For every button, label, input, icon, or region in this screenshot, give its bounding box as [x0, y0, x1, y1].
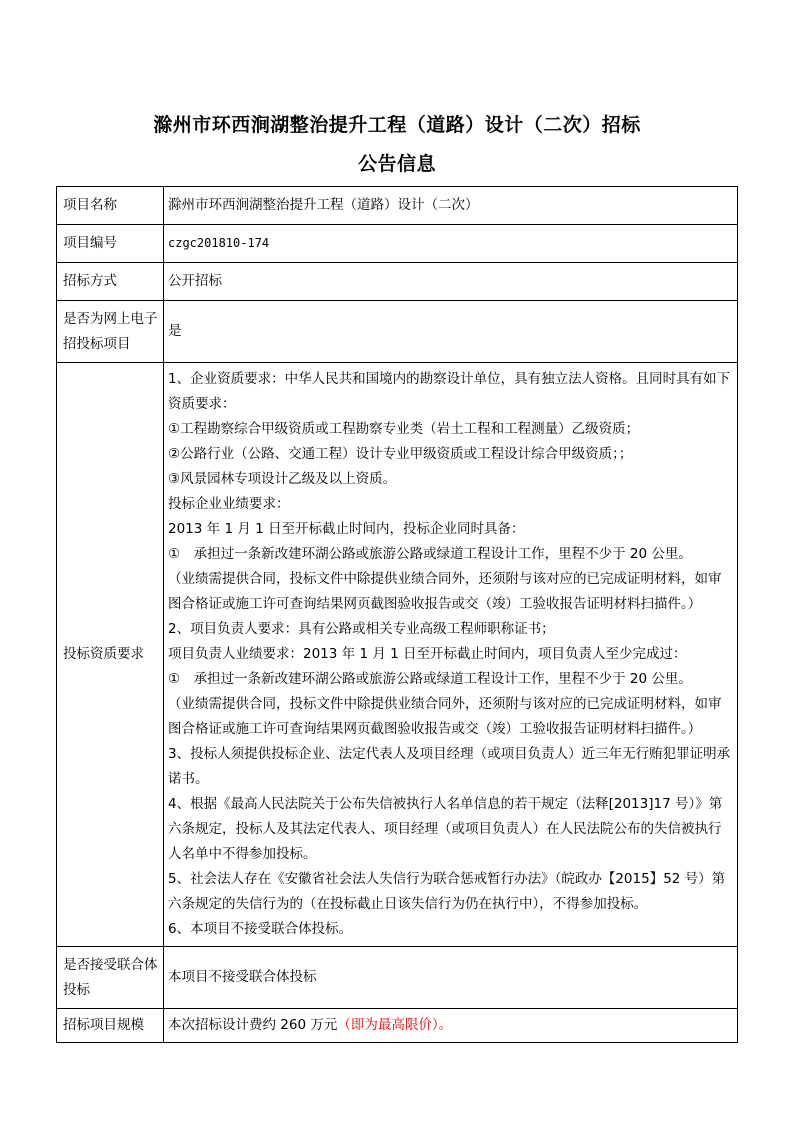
- requirement-paragraph: 4、根据《最高人民法院关于公布失信被执行人名单信息的若干规定（法释[2013]17 号）》第六条规定，投标人及其法定代表人、项目经理（或项目负责人）在人民法院公布的失信被执行人名单中不得参加投标。: [168, 796, 723, 862]
- scale-value: [164, 1009, 738, 1043]
- bid-method-label: 招标方式: [57, 263, 164, 301]
- requirement-paragraph: ① 承担过一条新改建环湖公路或旅游公路或绿道工程设计工作，里程不少于 20 公里。: [168, 546, 692, 562]
- table-row: [57, 301, 738, 363]
- online-bid-value: 是: [164, 301, 738, 363]
- requirement-paragraph: 3、投标人须提供投标企业、法定代表人及项目经理（或项目负责人）近三年无行贿犯罪证明承诺书。: [168, 746, 731, 787]
- qualification-label: 投标资质要求: [57, 363, 164, 947]
- bid-info-table: [56, 186, 738, 1043]
- table-row: [57, 187, 738, 225]
- table-row: [57, 225, 738, 263]
- requirement-paragraph: 1、企业资质要求：中华人民共和国境内的勘察设计单位，具有独立法人资格。且同时具有如下资质要求：: [168, 371, 731, 412]
- bid-method-value: 公开招标: [164, 263, 738, 301]
- document-subtitle: 公告信息: [357, 153, 436, 175]
- requirement-paragraph: （业绩需提供合同，投标文件中除提供业绩合同外，还须附与该对应的已完成证明材料，如审图合格证或施工许可查询结果网页截图验收报告或交（竣）工验收报告证明材料扫描件。）: [168, 571, 722, 612]
- consortium-label: 是否接受联合体投标: [57, 947, 164, 1009]
- requirement-paragraph: 2、项目负责人要求：具有公路或相关专业高级工程师职称证书；: [168, 621, 555, 637]
- table-row: [57, 363, 738, 947]
- requirement-paragraph: 6、本项目不接受联合体投标。: [168, 921, 353, 937]
- requirement-paragraph: （业绩需提供合同，投标文件中除提供业绩合同外，还须附与该对应的已完成证明材料，如审图合格证或施工许可查询结果网页截图验收报告或交（竣）工验收报告证明材料扫描件。）: [168, 696, 722, 737]
- scale-label: 招标项目规模: [57, 1009, 164, 1043]
- requirement-paragraph: 投标企业业绩要求：: [168, 496, 290, 512]
- table-row: [57, 1009, 738, 1043]
- requirement-paragraph: ③风景园林专项设计乙级及以上资质。: [168, 471, 397, 487]
- requirement-paragraph: 2013 年 1 月 1 日至开标截止时间内，投标企业同时具备：: [168, 521, 525, 537]
- table-row: [57, 947, 738, 1009]
- qualification-requirements: [164, 363, 738, 947]
- project-no-value: czgc201810-174: [164, 225, 738, 263]
- requirement-paragraph: ①工程勘察综合甲级资质或工程勘察专业类（岩土工程和工程测量）乙级资质；: [168, 421, 640, 437]
- online-bid-label: 是否为网上电子招投标项目: [57, 301, 164, 363]
- consortium-value: 本项目不接受联合体投标: [164, 947, 738, 1009]
- document-title: 滁州市环西涧湖整治提升工程（道路）设计（二次）招标: [153, 114, 641, 136]
- requirement-paragraph: 5、社会法人存在《安徽省社会法人失信行为联合惩戒暂行办法》（皖政办【2015】52 号）第六条规定的失信行为的（在投标截止日该失信行为仍在执行中），不得参加投标。: [168, 871, 726, 912]
- project-name-label: 项目名称: [57, 187, 164, 225]
- project-no-label: 项目编号: [57, 225, 164, 263]
- requirement-paragraph: ① 承担过一条新改建环湖公路或旅游公路或绿道工程设计工作，里程不少于 20 公里。: [168, 671, 692, 687]
- scale-text: 本次招标设计费约 260 万元: [168, 1017, 338, 1033]
- max-price-note: （即为最高限价）。: [337, 1017, 453, 1033]
- table-row: [57, 263, 738, 301]
- requirement-paragraph: ②公路行业（公路、交通工程）设计专业甲级资质或工程设计综合甲级资质；；: [168, 446, 633, 462]
- project-name-value: 滁州市环西涧湖整治提升工程（道路）设计（二次）: [164, 187, 738, 225]
- requirement-paragraph: 项目负责人业绩要求：2013 年 1 月 1 日至开标截止时间内，项目负责人至少完成过：: [168, 646, 687, 662]
